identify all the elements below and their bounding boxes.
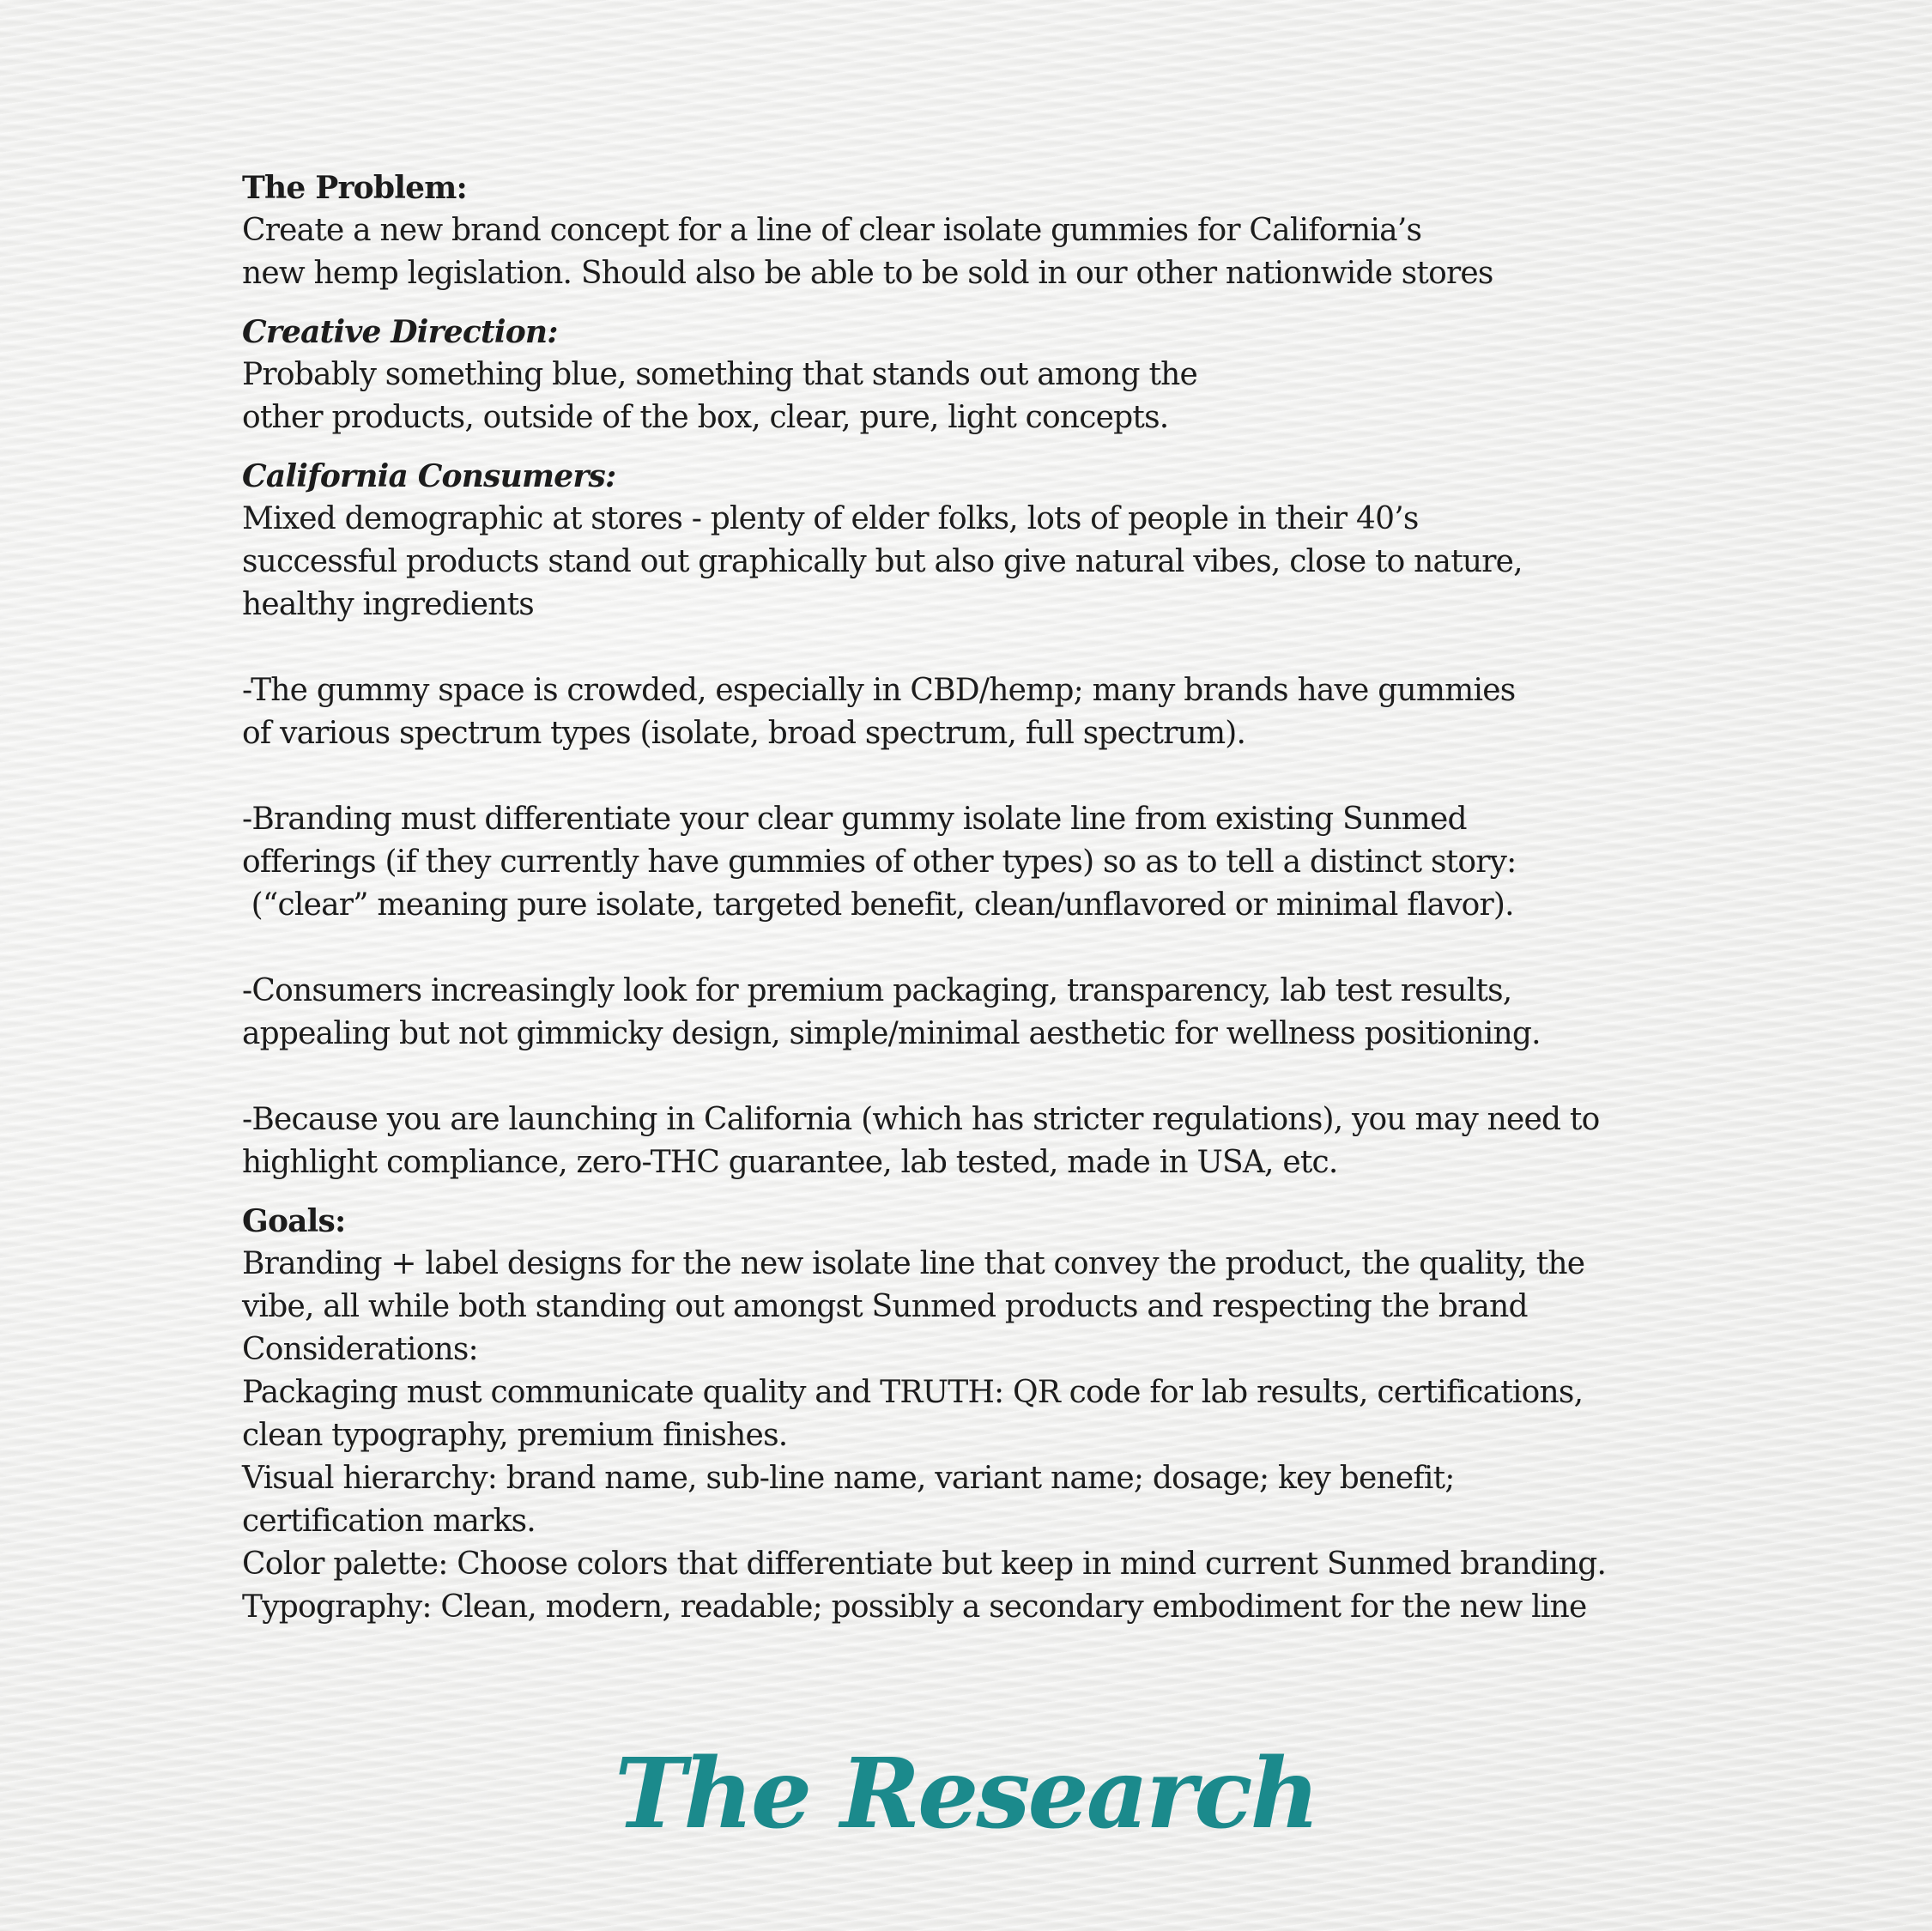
creative-direction-line: Probably something blue, something that stands out among the — [242, 357, 1198, 392]
goals-line: vibe, all while both standing out amongst Sunmed products and respecting the brand — [242, 1289, 1528, 1324]
creative-direction-section — [242, 311, 1753, 439]
problem-heading: The Problem: — [242, 170, 467, 206]
consumers-point-1-line: -The gummy space is crowded, especially in CBD/hemp; many brands have gummies — [242, 673, 1516, 708]
consumers-point-1-line: of various spectrum types (isolate, broad spectrum, full spectrum). — [242, 716, 1246, 751]
goals-line: Packaging must communicate quality and TRUTH: QR code for lab results, certifications, — [242, 1375, 1584, 1410]
problem-line: Create a new brand concept for a line of clear isolate gummies for California’s — [242, 213, 1422, 248]
goals-line: Color palette: Choose colors that differentiate but keep in mind current Sunmed branding. — [242, 1547, 1607, 1582]
spacer — [242, 927, 1753, 970]
spacer — [242, 627, 1753, 669]
goals-line: Branding + label designs for the new isolate line that convey the product, the quality, the — [242, 1246, 1585, 1281]
consumers-point-4-line: highlight compliance, zero-THC guarantee, lab tested, made in USA, etc. — [242, 1145, 1338, 1180]
consumers-line: healthy ingredients — [242, 587, 534, 622]
consumers-point-3-line: -Consumers increasingly look for premium packaging, transparency, lab test results, — [242, 973, 1512, 1008]
spacer — [242, 1056, 1753, 1099]
creative-direction-heading: Creative Direction: — [242, 314, 558, 350]
page-title: The Research — [615, 1738, 1317, 1850]
goals-line: Visual hierarchy: brand name, sub-line name, variant name; dosage; key benefit; — [242, 1461, 1455, 1496]
spacer — [242, 755, 1753, 798]
problem-line: new hemp legislation. Should also be able to be sold in our other nationwide stores — [242, 256, 1493, 291]
creative-direction-line: other products, outside of the box, clear, pure, light concepts. — [242, 400, 1169, 435]
consumers-point-2-line: offerings (if they currently have gummies of other types) so as to tell a distinct story: — [242, 844, 1517, 880]
consumers-point-2-line: (“clear” meaning pure isolate, targeted benefit, clean/unflavored or minimal flavor). — [242, 887, 1514, 923]
goals-heading: Goals: — [242, 1203, 346, 1239]
consumers-line: successful products stand out graphically but also give natural vibes, close to nature, — [242, 544, 1523, 579]
consumers-point-4-line: -Because you are launching in California (which has stricter regulations), you may need to — [242, 1102, 1600, 1137]
california-consumers-section — [242, 455, 1753, 1184]
california-consumers-heading: California Consumers: — [242, 458, 616, 494]
goals-line: Considerations: — [242, 1332, 478, 1367]
consumers-point-3-line: appealing but not gimmicky design, simple/minimal aesthetic for wellness positioning. — [242, 1016, 1541, 1051]
goals-line: clean typography, premium finishes. — [242, 1418, 788, 1453]
goals-line: Typography: Clean, modern, readable; possibly a secondary embodiment for the new line — [242, 1589, 1587, 1625]
consumers-point-2-line: -Branding must differentiate your clear gummy isolate line from existing Sunmed — [242, 802, 1467, 837]
goals-line: certification marks. — [242, 1504, 536, 1539]
brief-content — [242, 166, 1753, 1644]
problem-section — [242, 166, 1753, 295]
consumers-line: Mixed demographic at stores - plenty of elder folks, lots of people in their 40’s — [242, 501, 1419, 536]
goals-section — [242, 1200, 1753, 1629]
